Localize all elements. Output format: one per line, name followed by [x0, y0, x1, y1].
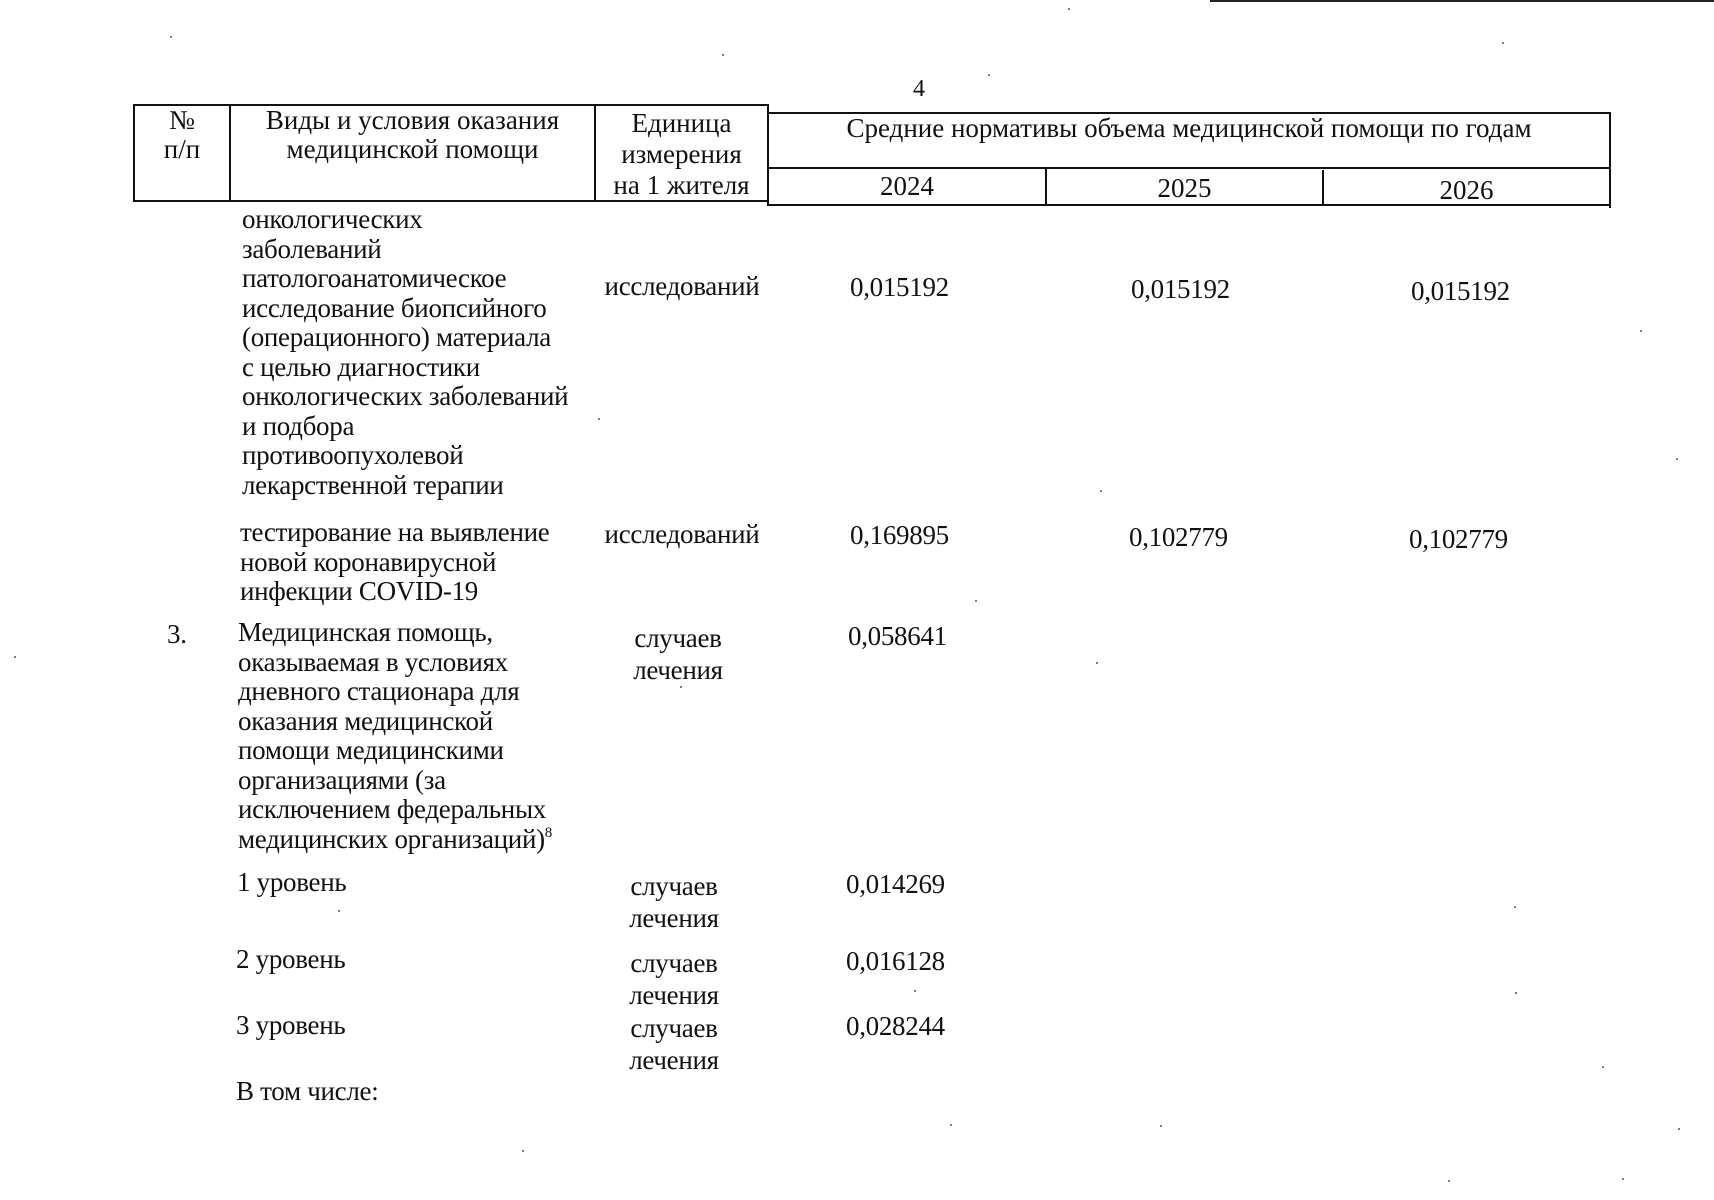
header-col-norms — [769, 114, 1609, 143]
scan-speck — [1640, 330, 1642, 332]
row-2-value-2024: 0,169895 — [850, 520, 949, 550]
row-1-label: онкологических заболеваний патологоанатомическое исследование биопсийного (операционного) материала с целью диагностики онкологических заболеваний и подбора противоопухолевой лекарственной терапии — [242, 204, 569, 500]
scan-speck — [722, 54, 724, 56]
scan-speck — [1502, 42, 1504, 44]
scan-speck — [338, 910, 340, 912]
row-1-value-2024: 0,015192 — [850, 272, 949, 302]
header-col-types-text: Виды и условия оказания медицинской помощи — [265, 105, 560, 164]
row-3-number: 3. — [167, 619, 187, 649]
row-3-label-block — [238, 618, 552, 854]
scan-speck — [1096, 662, 1098, 664]
header-col-number — [135, 106, 229, 164]
row-1-value-2025: 0,015192 — [1131, 274, 1230, 304]
scan-speck — [988, 74, 990, 76]
row-level-3-unit: случаев лечения — [629, 1013, 719, 1075]
row-3-unit: случаев лечения — [633, 623, 723, 685]
row-level-2-label: 2 уровень — [236, 944, 346, 974]
scan-speck — [950, 1124, 952, 1126]
row-3-footnote: 8 — [544, 824, 552, 841]
scan-speck — [1100, 490, 1102, 492]
header-border-right — [1609, 112, 1611, 208]
header-year-2025: 2025 — [1157, 173, 1212, 203]
row-level-2-value-2024: 0,016128 — [846, 946, 945, 976]
scan-speck — [1622, 1178, 1624, 1180]
header-col-types — [231, 106, 594, 164]
row-2-value-2025: 0,102779 — [1129, 522, 1228, 552]
row-2-label: тестирование на выявление новой коронавирусной инфекции COVID-19 — [240, 517, 550, 606]
scan-speck — [680, 686, 682, 688]
header-col-norms-text: Средние нормативы объема медицинской помощи по годам — [846, 113, 1532, 143]
row-2-value-2026: 0,102779 — [1409, 524, 1508, 554]
row-level-3-label: 3 уровень — [236, 1010, 346, 1040]
row-3-value-2024: 0,058641 — [848, 621, 947, 651]
row-1-unit: исследований — [604, 271, 760, 301]
row-1-value-2026: 0,015192 — [1411, 276, 1510, 306]
row-level-1-unit: случаев лечения — [629, 871, 719, 933]
row-level-3-value-2024: 0,028244 — [846, 1011, 945, 1041]
header-col-unit-text: Единица измерения на 1 жителя — [613, 108, 750, 200]
table-header — [133, 104, 1611, 204]
scan-speck — [1678, 1128, 1680, 1130]
scan-speck — [598, 418, 600, 420]
scan-speck — [1515, 992, 1517, 994]
scan-speck — [1068, 8, 1070, 10]
page-number: 4 — [913, 76, 925, 102]
row-2-unit: исследований — [604, 519, 760, 549]
scan-speck — [1448, 1180, 1450, 1182]
row-including-label: В том числе: — [236, 1076, 379, 1106]
scan-speck — [914, 990, 916, 992]
scan-speck — [975, 600, 977, 602]
header-subline — [767, 167, 1611, 169]
row-3-label: Медицинская помощь, оказываемая в условиях дневного стационара для оказания медицинской помощи медицинскими организациями (за исключением федеральных медицинских организаций) — [238, 617, 546, 854]
header-year-2024: 2024 — [880, 171, 934, 201]
scan-speck — [170, 36, 172, 38]
row-level-1-value-2024: 0,014269 — [846, 869, 945, 899]
header-col-unit — [596, 108, 767, 201]
scan-speck — [1676, 458, 1678, 460]
scan-speck — [1602, 1066, 1604, 1068]
header-year-2026: 2026 — [1439, 175, 1494, 205]
scan-edge-mark — [1210, 0, 1714, 2]
scan-speck — [522, 1150, 524, 1152]
scan-speck — [1160, 1125, 1162, 1127]
scan-speck — [14, 656, 16, 658]
row-level-1-label: 1 уровень — [237, 867, 347, 897]
row-level-2-unit: случаев лечения — [629, 948, 719, 1010]
scan-speck — [1514, 906, 1516, 908]
header-col-number-text: № п/п — [163, 105, 201, 164]
